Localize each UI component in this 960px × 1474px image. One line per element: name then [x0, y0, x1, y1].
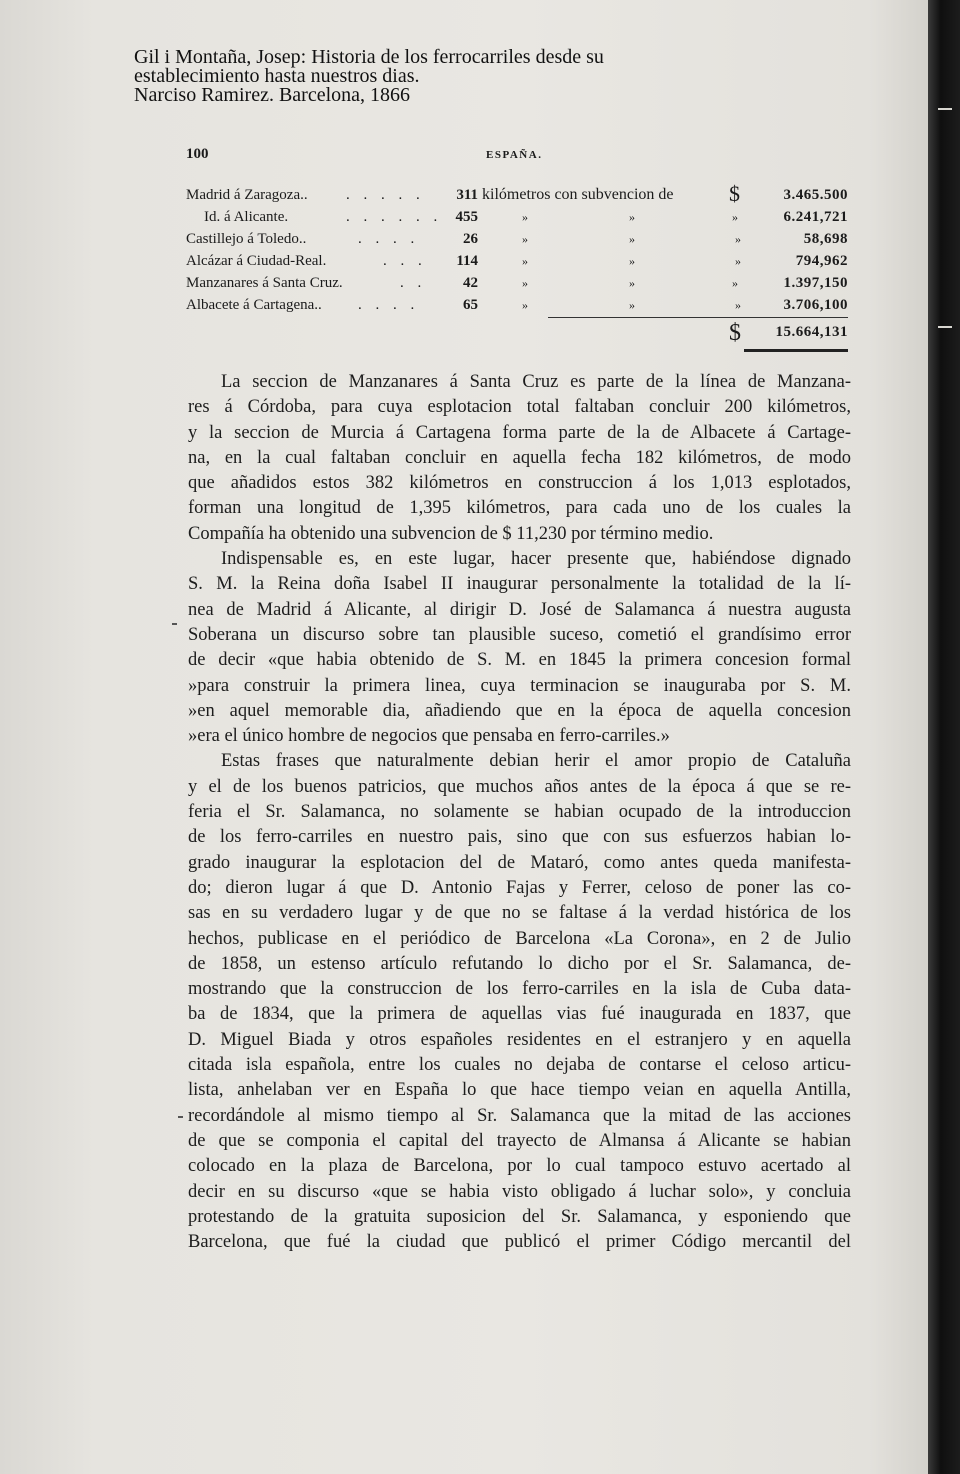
- text-line: y el de los buenos patricios, que muchos años antes de la época á que se re-: [188, 776, 851, 797]
- route-name: Alcázar á Ciudad-Real.: [186, 253, 327, 269]
- edge-mark: [938, 326, 952, 328]
- text-line: S. M. la Reina doña Isabel II inaugurar personalmente la totalidad de la lí-: [188, 574, 851, 595]
- text-line: res á Córdoba, para cuya esplotacion total faltaban concluir 200 kilómetros,: [188, 397, 851, 418]
- currency-symbol: $: [729, 181, 740, 206]
- table-row: [186, 181, 850, 206]
- text-line: que añadidos estos 382 kilómetros en construccion á los 1,013 esplotados,: [188, 473, 851, 494]
- text-line: Indispensable es, en este lugar, hacer presente que, habiéndose dignado: [221, 549, 851, 570]
- total-rule-bottom: [744, 349, 848, 352]
- text-line: ba de 1834, que la primera de aquellas vias fué inaugurada en 1837, que: [188, 1004, 851, 1025]
- text-line: nea de Madrid á Alicante, al dirigir D. José de Salamanca á nuestra augusta: [188, 599, 851, 620]
- citation-line: Narciso Ramirez. Barcelona, 1866: [134, 84, 411, 106]
- text-line: Compañía ha obtenido una subvencion de $ 11,230 por término medio.: [188, 523, 714, 544]
- text-line: decir en su discurso «que se habia visto obligado á luchar solo», y concluia: [188, 1181, 851, 1202]
- route-name: Madrid á Zaragoza..: [186, 187, 308, 203]
- km-value: 26: [463, 231, 478, 247]
- leader-dots: . . . . .: [346, 187, 425, 203]
- text-line: protestando de la gratuita suposicion del Sr. Salamanca, y esponiendo que: [188, 1206, 851, 1227]
- ditto-mark: »: [735, 232, 741, 246]
- km-value: 65: [463, 297, 478, 313]
- route-name: Castillejo á Toledo..: [186, 231, 307, 247]
- leader-dots: . . . . . .: [346, 209, 443, 225]
- amount-value: 794,962: [795, 253, 848, 269]
- text-line: D. Miguel Biada y otros españoles residentes en el estranjero y en aquella: [188, 1029, 851, 1050]
- total-row: [729, 322, 850, 348]
- table-row: [186, 228, 850, 250]
- amount-value: 1.397,150: [783, 275, 848, 291]
- ditto-mark: »: [522, 276, 528, 290]
- text-line: do; dieron lugar á que D. Antonio Fajas y Ferrer, celoso de poner las co-: [188, 877, 851, 898]
- ditto-mark: »: [522, 210, 528, 224]
- text-line: Barcelona, que fué la ciudad que publicó el primer Código mercantil del: [188, 1232, 851, 1253]
- ditto-mark: »: [629, 210, 635, 224]
- text-line: lista, anhelaban ver en España lo que hace tiempo veian en aquella Antilla,: [188, 1080, 851, 1101]
- total-amount: 15.664,131: [775, 324, 848, 340]
- text-line: de 1858, un estenso artículo refutando lo dicho por el Sr. Salamanca, de-: [188, 953, 851, 974]
- text-line: de decir «que habia obtenido de S. M. en 1845 la primera concesion formal: [188, 650, 851, 671]
- text-line: na, en la cual faltaban concluir en aquella fecha 182 kilómetros, de modo: [188, 447, 851, 468]
- ditto-mark: »: [629, 276, 635, 290]
- citation-line: Gil i Montaña, Josep: Historia de los ferrocarriles desde su: [134, 46, 604, 68]
- ditto-mark: »: [732, 276, 738, 290]
- text-line: hechos, publicase en el periódico de Barcelona «La Corona», en 2 de Julio: [188, 928, 851, 949]
- table-row: [186, 272, 850, 294]
- amount-value: 3.465.500: [783, 187, 848, 203]
- text-line: y la seccion de Murcia á Cartagena forma parte de la de Albacete á Cartage-: [188, 422, 851, 443]
- body-text: [188, 370, 851, 1255]
- text-line: mostrando que la construccion de los ferro-carriles en la isla de Cuba data-: [188, 979, 851, 1000]
- km-value: 42: [463, 275, 478, 291]
- text-line: recordándole al mismo tiempo al Sr. Salamanca que la mitad de las acciones: [188, 1105, 851, 1126]
- stray-mark: [178, 1116, 183, 1118]
- leader-dots: . . .: [383, 253, 427, 269]
- text-line: »era el único hombre de negocios que pensaba en ferro-carriles.»: [188, 726, 670, 747]
- ditto-mark: »: [522, 232, 528, 246]
- text-line: citada isla española, entre los cuales no dejaba de contarse el celoso articu-: [188, 1055, 851, 1076]
- leader-dots: . . . .: [358, 231, 420, 247]
- text-line: grado inaugurar la esplotacion del de Mataró, como antes queda manifesta-: [188, 852, 851, 873]
- text-line: »para construir la primera linea, cuya terminacion se inauguraba por S. M.: [188, 675, 851, 696]
- total-rule-top: [548, 317, 848, 318]
- text-line: de que se componia el capital del trayecto de Almansa á Alicante se habian: [188, 1130, 851, 1151]
- amount-value: 3.706,100: [783, 297, 848, 313]
- text-line: Soberana un discurso sobre tan plausible suceso, cometió el grandísimo error: [188, 624, 851, 645]
- table-row: [186, 294, 850, 316]
- ditto-mark: »: [522, 254, 528, 268]
- route-name: Albacete á Cartagena..: [186, 297, 322, 313]
- ditto-mark: »: [629, 232, 635, 246]
- text-line: Estas frases que naturalmente debian herir el amor propio de Cataluña: [221, 751, 851, 772]
- ditto-mark: »: [735, 298, 741, 312]
- stray-mark: [172, 623, 177, 625]
- text-line: La seccion de Manzanares á Santa Cruz es parte de la línea de Manzana-: [221, 372, 851, 392]
- citation-line: establecimiento hasta nuestros dias.: [134, 65, 420, 87]
- text-line: forman una longitud de 1,395 kilómetros, para cada uno de los cuales la: [188, 498, 851, 519]
- ditto-mark: »: [732, 210, 738, 224]
- text-line: colocado en la plaza de Barcelona, por lo cual tampoco estuvo acertado al: [188, 1156, 851, 1177]
- currency-symbol: $: [729, 320, 741, 346]
- ditto-mark: »: [522, 298, 528, 312]
- unit-text: kilómetros con subvencion de: [482, 186, 674, 203]
- citation-header: [134, 48, 814, 105]
- amount-value: 6.241,721: [783, 209, 848, 225]
- ditto-mark: »: [735, 254, 741, 268]
- table-row: [186, 250, 850, 272]
- km-value: 455: [455, 209, 478, 225]
- leader-dots: . .: [400, 275, 427, 291]
- km-value: 114: [456, 253, 478, 269]
- km-value: 311: [456, 187, 478, 203]
- text-line: de los ferro-carriles en nuestro pais, sino que con sus esfuerzos habian lo-: [188, 827, 851, 848]
- page-edge-shadow: [928, 0, 960, 1474]
- subsidy-table: [186, 181, 850, 316]
- text-line: feria el Sr. Salamanca, no solamente se habian ocupado de la introduccion: [188, 802, 851, 823]
- edge-mark: [938, 108, 952, 110]
- text-line: sas en su verdadero lugar y de que no se faltase á la verdad histórica de los: [188, 903, 851, 924]
- ditto-mark: »: [629, 254, 635, 268]
- text-line: »en aquel memorable dia, añadiendo que en la época de aquella concesion: [188, 700, 851, 721]
- route-name: Id. á Alicante.: [204, 209, 289, 225]
- page-number: 100: [186, 146, 209, 162]
- route-name: Manzanares á Santa Cruz.: [186, 275, 343, 291]
- ditto-mark: »: [629, 298, 635, 312]
- amount-value: 58,698: [803, 231, 848, 247]
- running-title: ESPAÑA.: [486, 149, 543, 161]
- leader-dots: . . . .: [358, 297, 420, 313]
- table-row: [186, 206, 850, 228]
